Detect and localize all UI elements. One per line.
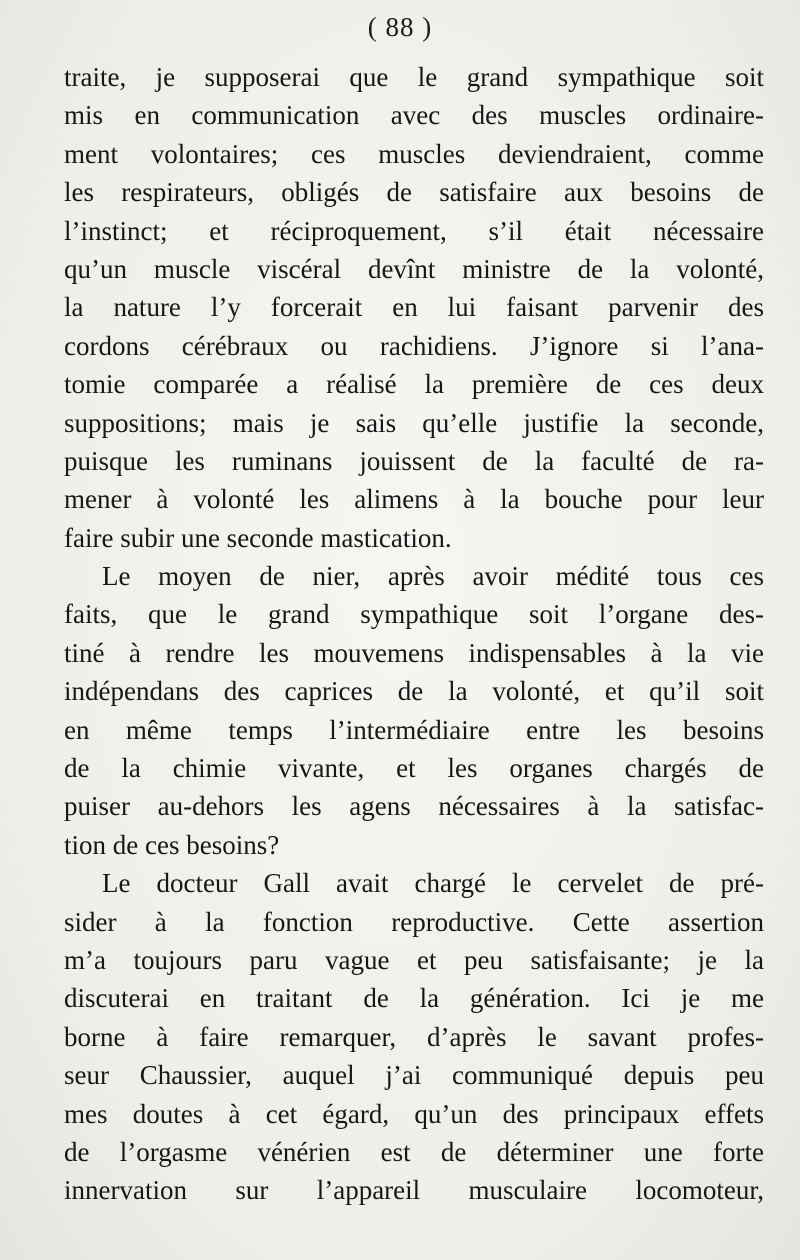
text-line: les respirateurs, obligés de satisfaire aux besoins de: [64, 177, 764, 208]
text-line: discuterai en traitant de la génération. Ici je me: [64, 983, 764, 1014]
paragraph-2: [64, 557, 764, 864]
text-line: puisque les ruminans jouissent de la faculté de ra-: [64, 445, 764, 476]
text-line: puiser au-dehors les agens nécessaires à la satisfac-: [64, 791, 764, 822]
text-line: Le moyen de nier, après avoir médité tous ces: [102, 561, 764, 592]
text-line: faire subir une seconde mastication.: [64, 522, 452, 553]
text-line: mener à volonté les alimens à la bouche pour leur: [64, 484, 764, 515]
text-line: Le docteur Gall avait chargé le cervelet de pré-: [102, 868, 764, 899]
text-line: tiné à rendre les mouvemens indispensables à la vie: [64, 637, 764, 668]
text-line: traite, je supposerai que le grand sympathique soit: [64, 62, 764, 92]
text-line: l’instinct; et réciproquement, s’il était nécessaire: [64, 215, 764, 246]
text-line: suppositions; mais je sais qu’elle justifie la seconde,: [64, 407, 764, 438]
text-line: qu’un muscle viscéral devînt ministre de la volonté,: [64, 253, 764, 284]
text-line: faits, que le grand sympathique soit l’organe des-: [64, 599, 764, 630]
text-line: mis en communication avec des muscles ordinaire-: [64, 100, 764, 131]
text-line: en même temps l’intermédiaire entre les besoins: [64, 714, 764, 745]
body-text: [64, 58, 764, 1210]
text-line: mes doutes à cet égard, qu’un des principaux effets: [64, 1098, 764, 1129]
text-line: seur Chaussier, auquel j’ai communiqué depuis peu: [64, 1060, 764, 1091]
paragraph-1: [64, 58, 764, 557]
text-line: cordons cérébraux ou rachidiens. J’ignore si l’ana-: [64, 330, 764, 361]
text-line: de la chimie vivante, et les organes chargés de: [64, 753, 764, 784]
text-line: de l’orgasme vénérien est de déterminer une forte: [64, 1136, 764, 1167]
paragraph-3: [64, 864, 764, 1210]
page-number: ( 88 ): [367, 12, 433, 42]
text-line: sider à la fonction reproductive. Cette assertion: [64, 906, 764, 937]
text-line: borne à faire remarquer, d’après le savant profes-: [64, 1021, 764, 1052]
text-line: ment volontaires; ces muscles deviendraient, comme: [64, 138, 764, 169]
text-line: tomie comparée a réalisé la première de ces deux: [64, 369, 764, 400]
text-line: tion de ces besoins?: [64, 829, 280, 860]
text-line: indépendans des caprices de la volonté, et qu’il soit: [64, 676, 764, 707]
text-line: innervation sur l’appareil musculaire locomoteur,: [64, 1175, 764, 1206]
text-line: m’a toujours paru vague et peu satisfaisante; je la: [64, 944, 764, 975]
text-line: la nature l’y forcerait en lui faisant parvenir des: [64, 292, 764, 323]
